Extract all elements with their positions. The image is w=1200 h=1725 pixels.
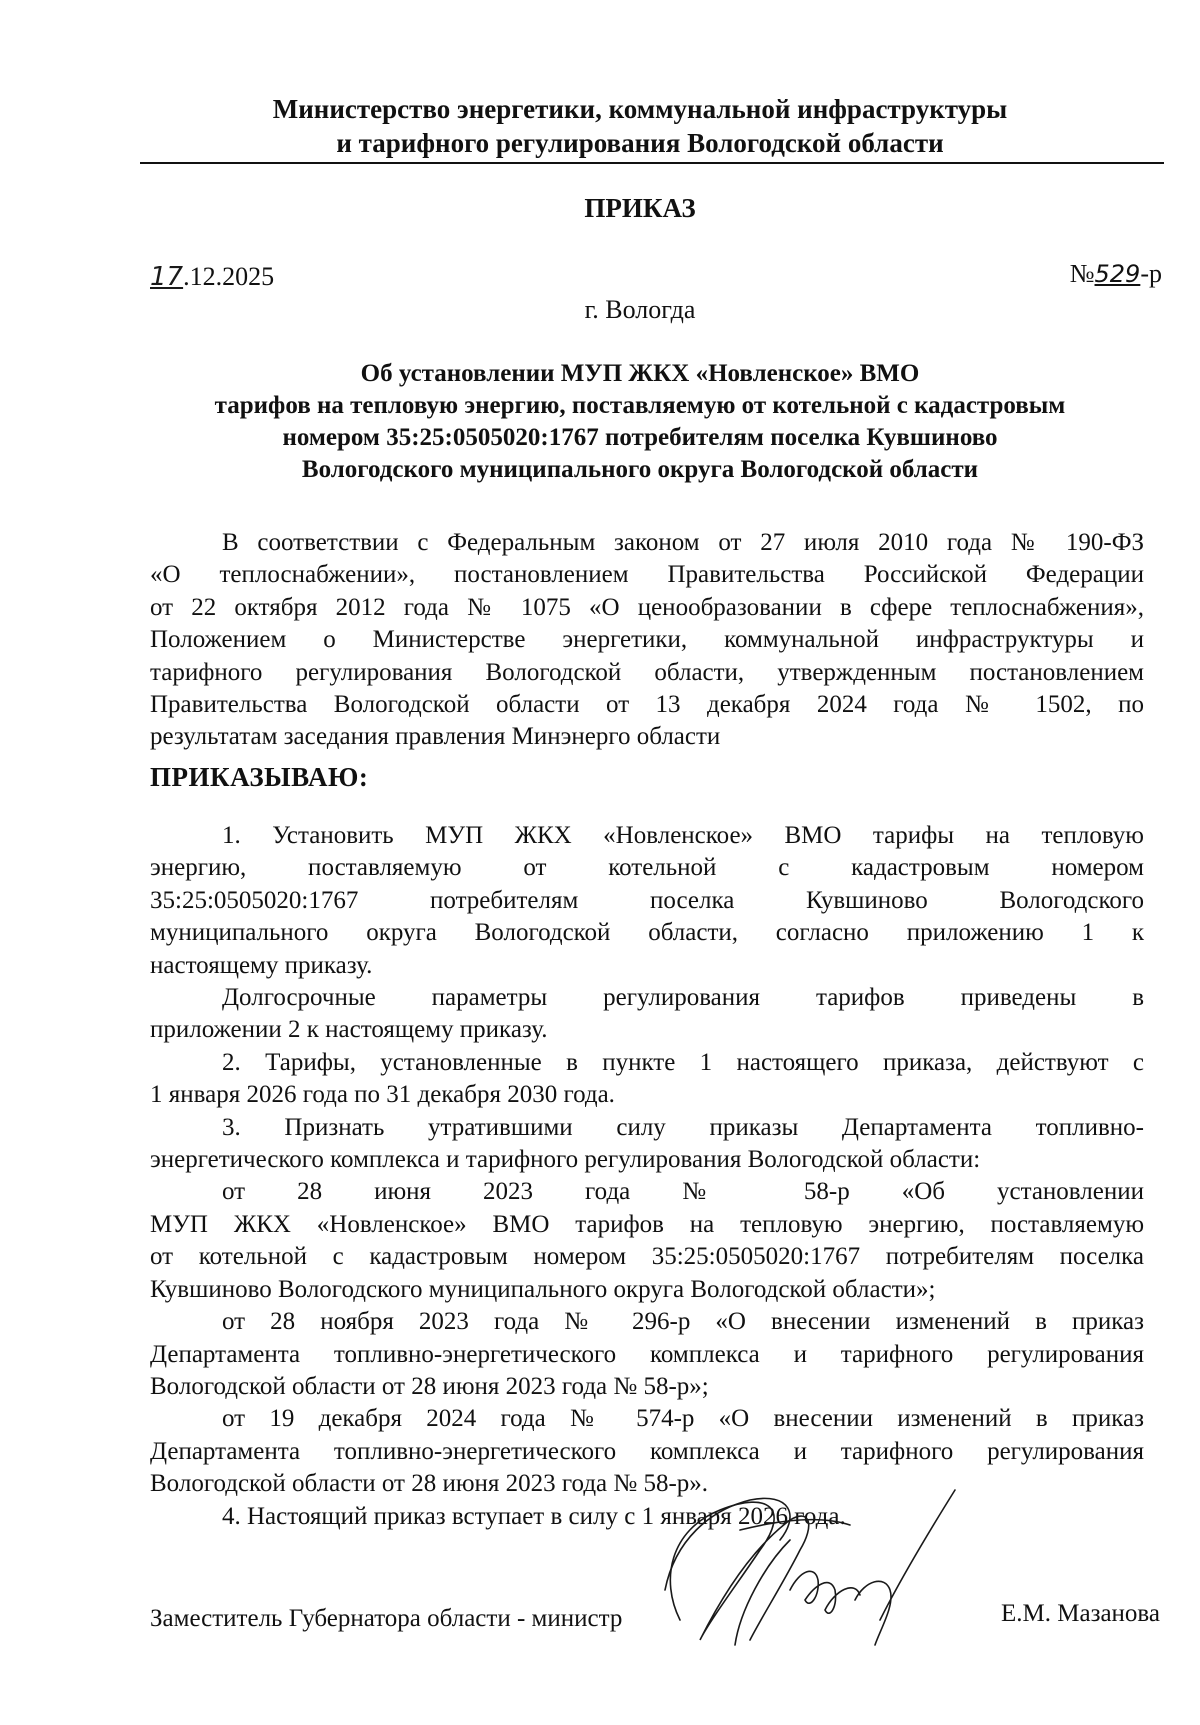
text-line: тарифного регулирования Вологодской области, утвержденным постановлением: [150, 658, 1144, 686]
text-line: Положением о Министерстве энергетики, коммунальной инфраструктуры и: [150, 626, 1144, 654]
order-items: [150, 820, 1144, 1533]
order-number: [1070, 259, 1162, 289]
number-suffix: -р: [1140, 259, 1162, 288]
order-subject: [140, 358, 1140, 486]
text-line: 4. Настоящий приказ вступает в силу с 1 января 2026 года.: [222, 1502, 846, 1530]
text-line: приложении 2 к настоящему приказу.: [150, 1016, 548, 1044]
text-line: Правительства Вологодской области от 13 декабря 2024 года № 1502, по: [150, 691, 1144, 719]
text-line: В соответствии с Федеральным законом от 27 июля 2010 года № 190-ФЗ: [222, 529, 1144, 556]
order-title: ПРИКАЗ: [584, 193, 696, 223]
subject-line: номером 35:25:0505020:1767 потребителям поселка Кувшиново: [282, 424, 998, 451]
text-line: 3. Признать утратившими силу приказы Департамента топливно-: [222, 1113, 1144, 1141]
text-line: от 19 декабря 2024 года № 574-р «О внесении изменений в приказ: [222, 1405, 1144, 1433]
subject-line: тарифов на тепловую энергию, поставляемую от котельной с кадастровым: [214, 392, 1066, 419]
signer-name: Е.М. Мазанова: [1001, 1600, 1160, 1627]
subject-line: Об установлении МУП ЖКХ «Новленское» ВМО: [360, 360, 920, 387]
handwritten-day: 17: [150, 262, 184, 292]
date-month-year: .12.2025: [183, 262, 275, 291]
order-date: [150, 262, 274, 292]
text-line: настоящему приказу.: [150, 951, 373, 979]
text-line: 2. Тарифы, установленные в пункте 1 настоящего приказа, действуют с: [222, 1048, 1144, 1076]
text-line: 1. Установить МУП ЖКХ «Новленское» ВМО тарифы на тепловую: [222, 822, 1144, 849]
text-line: от котельной с кадастровым номером 35:25:0505020:1767 потребителям поселка: [150, 1243, 1144, 1271]
handwritten-number: 529: [1094, 260, 1141, 288]
text-line: от 22 октября 2012 года № 1075 «О ценообразовании в сфере теплоснабжения»,: [150, 593, 1144, 621]
text-line: от 28 ноября 2023 года № 296-р «О внесении изменений в приказ: [222, 1308, 1144, 1336]
text-line: Департамента топливно-энергетического комплекса и тарифного регулирования: [150, 1437, 1144, 1465]
header-divider: [140, 162, 1164, 164]
text-line: «О теплоснабжении», постановлением Правительства Российской Федерации: [150, 561, 1144, 589]
text-line: МУП ЖКХ «Новленское» ВМО тарифов на тепловую энергию, поставляемую: [150, 1210, 1144, 1238]
number-sign: №: [1069, 259, 1095, 288]
text-line: Вологодской области от 28 июня 2023 года № 58-р»;: [150, 1372, 709, 1400]
text-line: энергетического комплекса и тарифного регулирования Вологодской области:: [150, 1146, 981, 1174]
ministry-name-line1: Министерство энергетики, коммунальной инфраструктуры: [272, 94, 1008, 124]
text-line: результатам заседания правления Минэнерго области: [150, 723, 721, 751]
handwritten-signature: [640, 1470, 970, 1670]
text-line: 1 января 2026 года по 31 декабря 2030 года.: [150, 1081, 615, 1109]
ministry-name-line2: и тарифного регулирования Вологодской области: [336, 128, 944, 158]
preamble-paragraph: [150, 527, 1144, 754]
text-line: Долгосрочные параметры регулирования тарифов приведены в: [222, 984, 1144, 1012]
text-line: муниципального округа Вологодской области, согласно приложению 1 к: [150, 919, 1144, 947]
signer-position: Заместитель Губернатора области - министр: [150, 1605, 623, 1632]
order-city: г. Вологда: [584, 295, 696, 324]
subject-line: Вологодского муниципального округа Вологодской области: [301, 456, 979, 483]
text-line: Департамента топливно-энергетического комплекса и тарифного регулирования: [150, 1340, 1144, 1368]
decree-word: ПРИКАЗЫВАЮ:: [150, 762, 369, 792]
text-line: Вологодской области от 28 июня 2023 года № 58-р».: [150, 1470, 709, 1498]
text-line: от 28 июня 2023 года № 58-р «Об установлении: [222, 1178, 1144, 1206]
text-line: 35:25:0505020:1767 потребителям поселка Кувшиново Вологодского: [150, 886, 1144, 914]
text-line: энергию, поставляемую от котельной с кадастровым номером: [150, 854, 1144, 882]
text-line: Кувшиново Вологодского муниципального округа Вологодской области»;: [150, 1275, 936, 1303]
